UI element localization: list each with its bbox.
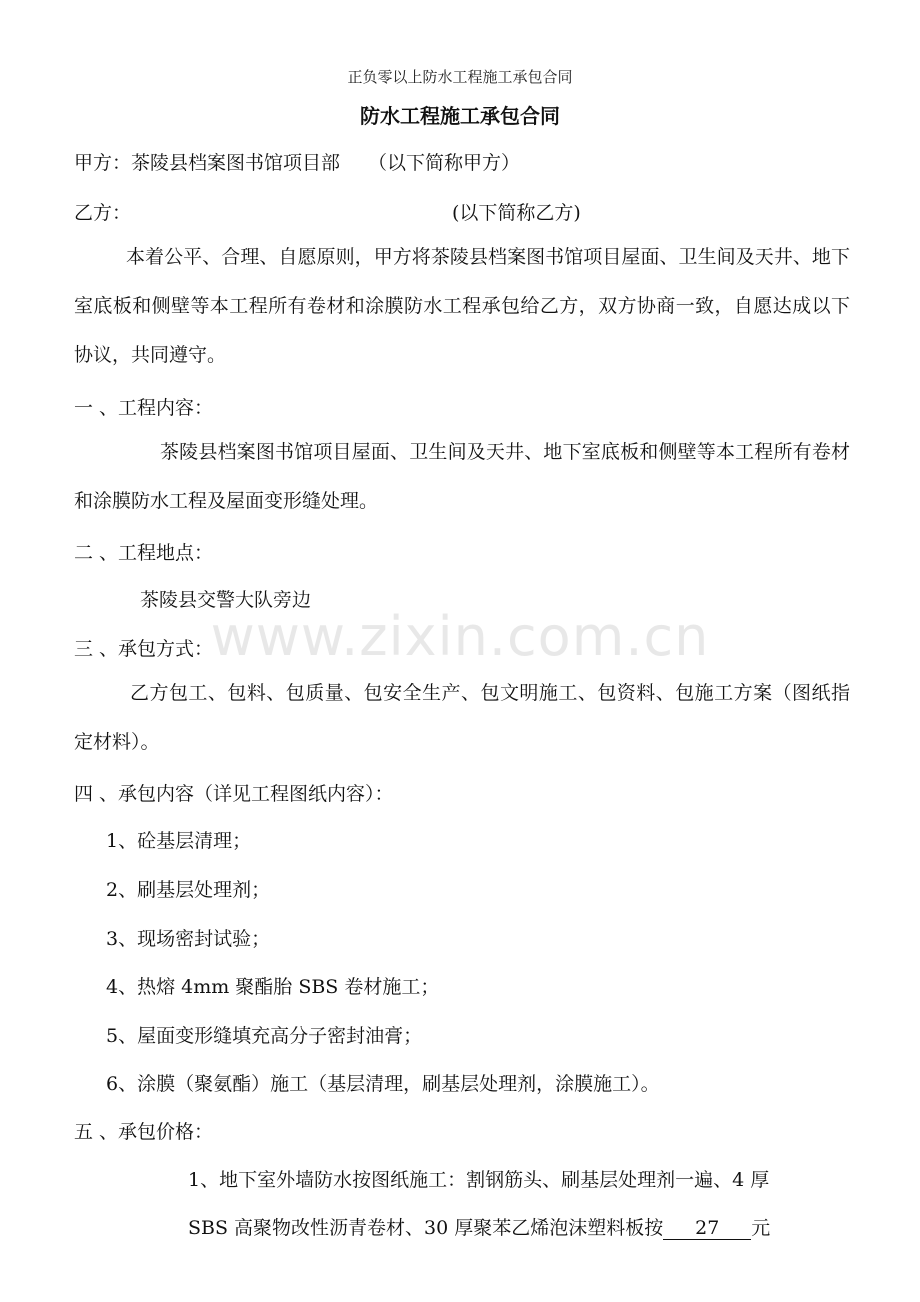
section-4-heading: 四 、承包内容（详见工程图纸内容）： <box>74 783 394 805</box>
price-item-line-2 <box>188 1213 770 1240</box>
party-b-abbr: (以下简称乙方) <box>452 202 581 224</box>
section-1-body: 茶陵县档案图书馆项目屋面、卫生间及天井、地下室底板和侧壁等本工程所有卷材和涂膜防水工程及屋面变形缝处理。 <box>74 441 850 512</box>
party-a-label: 甲方：茶陵县档案图书馆项目部 <box>74 152 341 174</box>
price-unit: 元 <box>751 1217 771 1239</box>
party-b-label: 乙方： <box>74 202 132 224</box>
section-3-heading: 三 、承包方式： <box>74 638 214 660</box>
section-5-heading: 五 、承包价格： <box>74 1121 214 1143</box>
list-item: 5、屋面变形缝填充高分子密封油膏； <box>106 1025 423 1047</box>
party-a-line <box>74 148 520 175</box>
watermark: www.zixin.com.cn <box>210 605 710 668</box>
list-item: 6、涂膜（聚氨酯）施工（基层清理，刷基层处理剂，涂膜施工）。 <box>106 1073 660 1095</box>
price-item-line-1: 1、地下室外墙防水按图纸施工：割钢筋头、刷基层处理剂一遍、4 厚 <box>188 1169 770 1191</box>
section-2-heading: 二 、工程地点： <box>74 542 214 564</box>
section-2-body: 茶陵县交警大队旁边 <box>140 589 312 611</box>
price-item-text: SBS 高聚物改性沥青卷材、30 厚聚苯乙烯泡沫塑料板按 <box>188 1217 664 1239</box>
intro-paragraph: 本着公平、合理、自愿原则，甲方将茶陵县档案图书馆项目屋面、卫生间及天井、地下室底板和侧壁等本工程所有卷材和涂膜防水工程承包给乙方，双方协商一致，自愿达成以下协议，共同遵守。 <box>74 246 850 366</box>
page-header: 正负零以上防水工程施工承包合同 <box>347 68 573 86</box>
list-item: 1、砼基层清理； <box>106 830 252 852</box>
section-3-body: 乙方包工、包料、包质量、包安全生产、包文明施工、包资料、包施工方案（图纸指定材料）。 <box>74 682 850 753</box>
list-item: 2、刷基层处理剂； <box>106 879 271 901</box>
section-1-heading: 一 、工程内容： <box>74 397 214 419</box>
list-item: 3、现场密封试验； <box>106 928 271 950</box>
list-item: 4、热熔 4mm 聚酯胎 SBS 卷材施工； <box>106 976 440 998</box>
party-a-abbr: （以下简称甲方） <box>368 152 521 174</box>
document-title: 防水工程施工承包合同 <box>360 104 560 128</box>
price-value-blank: 27 <box>663 1217 751 1240</box>
party-b-line <box>74 198 131 225</box>
